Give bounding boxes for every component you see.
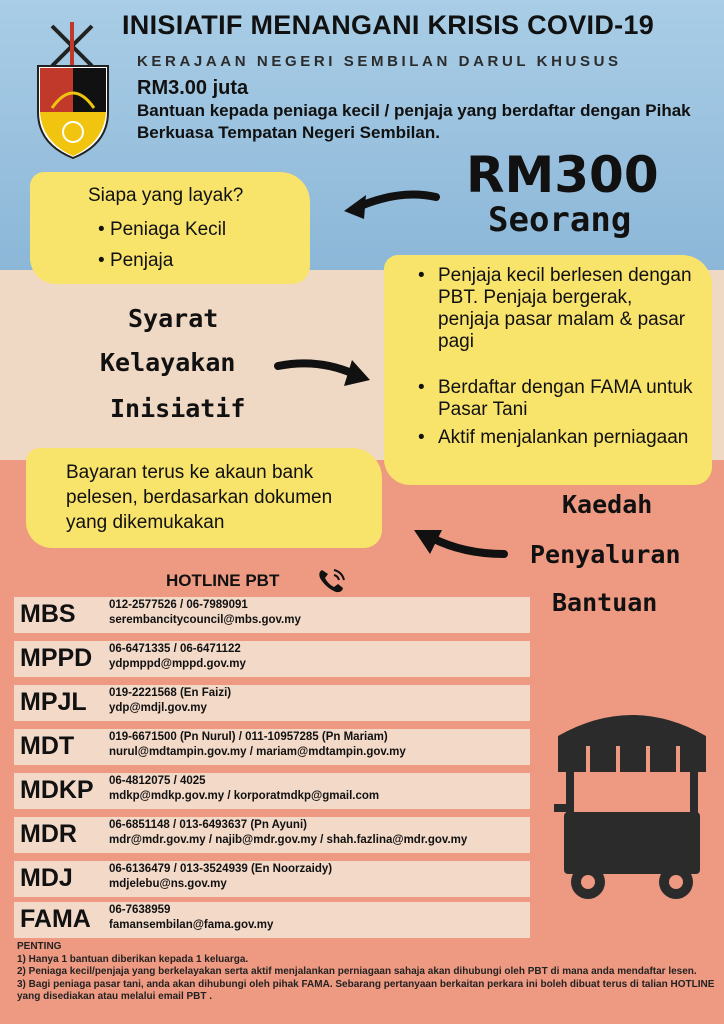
eligibility-item: • Penjaja [98, 250, 174, 271]
council-code: MDKP [20, 776, 94, 804]
council-email: famansembilan@fama.gov.my [109, 919, 274, 931]
hotline-row [14, 597, 530, 633]
aid-unit: Seorang [488, 200, 632, 240]
council-email: mdkp@mdkp.gov.my / korporatmdkp@gmail.com [109, 790, 380, 802]
council-email: ydp@mdjl.gov.my [109, 702, 207, 714]
council-phone: 06-6136479 / 013-3524939 (En Noorzaidy) [109, 863, 333, 875]
council-phone: 06-4812075 / 4025 [109, 775, 206, 787]
council-phone: 06-6471335 / 06-6471122 [109, 643, 241, 655]
aid-value: RM300 [466, 146, 659, 204]
fund-amount: RM3.00 juta [137, 77, 249, 99]
method-heading-line: Kaedah [562, 490, 653, 519]
poster-title: INISIATIF MENANGANI KRISIS COVID-19 [122, 10, 655, 40]
criteria-item: • Aktif menjalankan perniagaan [418, 427, 689, 448]
method-heading-line: Penyaluran [530, 540, 681, 569]
council-phone: 019-2221568 (En Faizi) [109, 687, 232, 699]
hotline-heading: HOTLINE PBT [166, 571, 280, 590]
council-code: MBS [20, 600, 76, 628]
notes-heading: PENTING [17, 941, 62, 952]
council-phone: 019-6671500 (Pn Nurul) / 011-10957285 (Pn Mariam) [109, 731, 388, 743]
food-cart-icon [552, 700, 712, 905]
arrow-left-icon [408, 520, 508, 564]
hotline-row [14, 861, 530, 897]
method-heading-line: Bantuan [552, 588, 658, 617]
criteria-heading-line: Inisiatif [110, 394, 246, 423]
note-item: 2) Peniaga kecil/penjaja yang berkelayakan serta aktif menjalankan perniagaan sahaja akan dihubungi oleh PBT di mana anda mendaftar lesen. [17, 966, 697, 977]
council-code: FAMA [20, 905, 91, 933]
arrow-right-icon [274, 350, 374, 392]
council-code: MDT [20, 732, 75, 760]
council-code: MPPD [20, 644, 93, 672]
council-code: MDR [20, 820, 77, 848]
council-email: ydpmppd@mppd.gov.my [109, 658, 246, 670]
hotline-row [14, 902, 530, 938]
hotline-row [14, 817, 530, 853]
fund-description: Bantuan kepada peniaga kecil / penjaja yang berdaftar dengan Pihak Berkuasa Tempatan Negeri Sembilan. [137, 101, 691, 142]
hotline-row [14, 685, 530, 721]
criteria-item: • Berdaftar dengan FAMA untuk Pasar Tani [418, 377, 693, 420]
eligibility-item: • Peniaga Kecil [98, 219, 227, 240]
council-code: MDJ [20, 864, 73, 892]
note-item: 1) Hanya 1 bantuan diberikan kepada 1 keluarga. [17, 953, 249, 965]
important-notes [17, 941, 717, 1004]
council-phone: 06-6851148 / 013-6493637 (Pn Ayuni) [109, 819, 307, 831]
criteria-heading-line: Syarat [128, 304, 219, 333]
arrow-left-icon [340, 185, 440, 225]
note-item: 3) Bagi peniaga pasar tani, anda akan dihubungi oleh pihak FAMA. Sebarang pertanyaan berkaitan perkara ini boleh dibuat terus di talian HOTLINE yang disediakan atau melalui email PBT . [17, 978, 715, 1002]
phone-icon [316, 566, 348, 594]
council-email: mdr@mdr.gov.my / najib@mdr.gov.my / shah.fazlina@mdr.gov.my [109, 834, 468, 846]
hotline-row [14, 773, 530, 809]
criteria-heading-line: Kelayakan [100, 348, 236, 377]
council-phone: 012-2577526 / 06-7989091 [109, 599, 248, 611]
hotline-row [14, 641, 530, 677]
method-text: Bayaran terus ke akaun bank pelesen, berdasarkan dokumen yang dikemukakan [66, 462, 333, 533]
council-code: MPJL [20, 688, 87, 716]
criteria-item: • Penjaja kecil berlesen dengan PBT. Penjaja bergerak, penjaja pasar malam & pasar pagi [418, 265, 692, 352]
state-crest-icon [30, 20, 116, 162]
council-phone: 06-7638959 [109, 904, 171, 916]
eligibility-question: Siapa yang layak? [88, 185, 244, 206]
poster-subtitle: KERAJAAN NEGERI SEMBILAN DARUL KHUSUS [137, 53, 622, 70]
council-email: serembancitycouncil@mbs.gov.my [109, 614, 301, 626]
council-email: nurul@mdtampin.gov.my / mariam@mdtampin.gov.my [109, 746, 406, 758]
council-email: mdjelebu@ns.gov.my [109, 878, 227, 890]
hotline-row [14, 729, 530, 765]
